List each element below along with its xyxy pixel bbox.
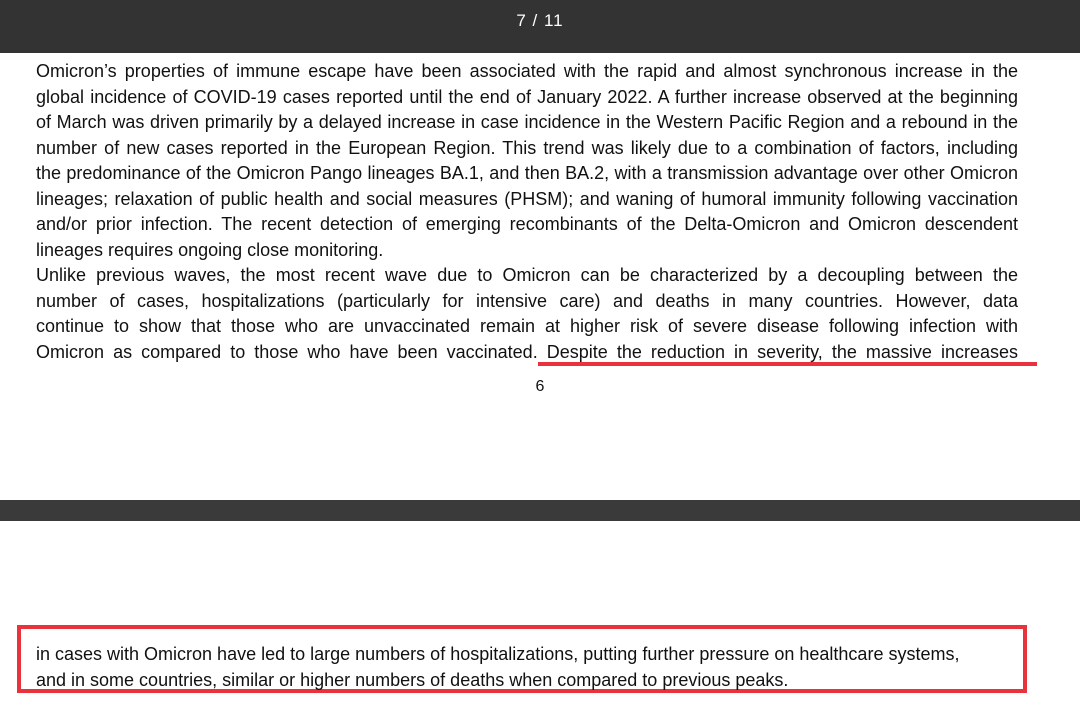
paragraph-continuation <box>36 642 1026 693</box>
paragraph-decoupling <box>36 263 1018 365</box>
text-line: and in some countries, similar or higher numbers of deaths when compared to previous peaks. <box>36 669 789 690</box>
text-line: Omicron as compared to those who have been vaccinated. Despite the reduction in severity, the massive increases <box>36 341 1018 362</box>
text-line: Omicron’s properties of immune escape have been associated with the rapid and almost synchronous increase in the <box>36 61 1018 81</box>
text-line: number of new cases reported in the European Region. This trend was likely due to a combination of factors, including <box>36 137 1018 158</box>
page-indicator: 7 / 11 <box>516 11 564 30</box>
text-line: lineages requires ongoing close monitoring. <box>36 239 384 260</box>
text-line: of March was driven primarily by a delayed increase in case incidence in the Western Pacific Region and a rebound in the <box>36 112 1018 132</box>
text-line: Unlike previous waves, the most recent wave due to Omicron can be characterized by a decoupling between the <box>36 265 1018 285</box>
text-line: lineages; relaxation of public health and social measures (PHSM); and waning of humoral immunity following vaccination <box>36 188 1018 209</box>
document-page-7 <box>0 521 1080 710</box>
text-line: continue to show that those who are unvaccinated remain at higher risk of severe disease following infection with <box>36 316 1018 336</box>
red-underline-annotation <box>538 362 1037 366</box>
text-line: in cases with Omicron have led to large numbers of hospitalizations, putting further pressure on healthcare systems, <box>36 644 960 664</box>
paragraph-omicron-immune-escape <box>36 59 1018 263</box>
text-line: number of cases, hospitalizations (particularly for intensive care) and deaths in many countries. However, data <box>36 290 1018 311</box>
document-page-6 <box>0 53 1080 501</box>
text-line: and/or prior infection. The recent detection of emerging recombinants of the Delta-Omicron and Omicron descendent <box>36 214 1018 234</box>
text-line: the predominance of the Omicron Pango lineages BA.1, and then BA.2, with a transmission advantage over other Omicron <box>36 163 1018 183</box>
page-separator <box>0 500 1080 521</box>
page-number: 6 <box>535 378 545 395</box>
text-line: global incidence of COVID-19 cases reported until the end of January 2022. A further increase observed at the beginning <box>36 86 1018 107</box>
viewer-toolbar <box>0 0 1080 53</box>
